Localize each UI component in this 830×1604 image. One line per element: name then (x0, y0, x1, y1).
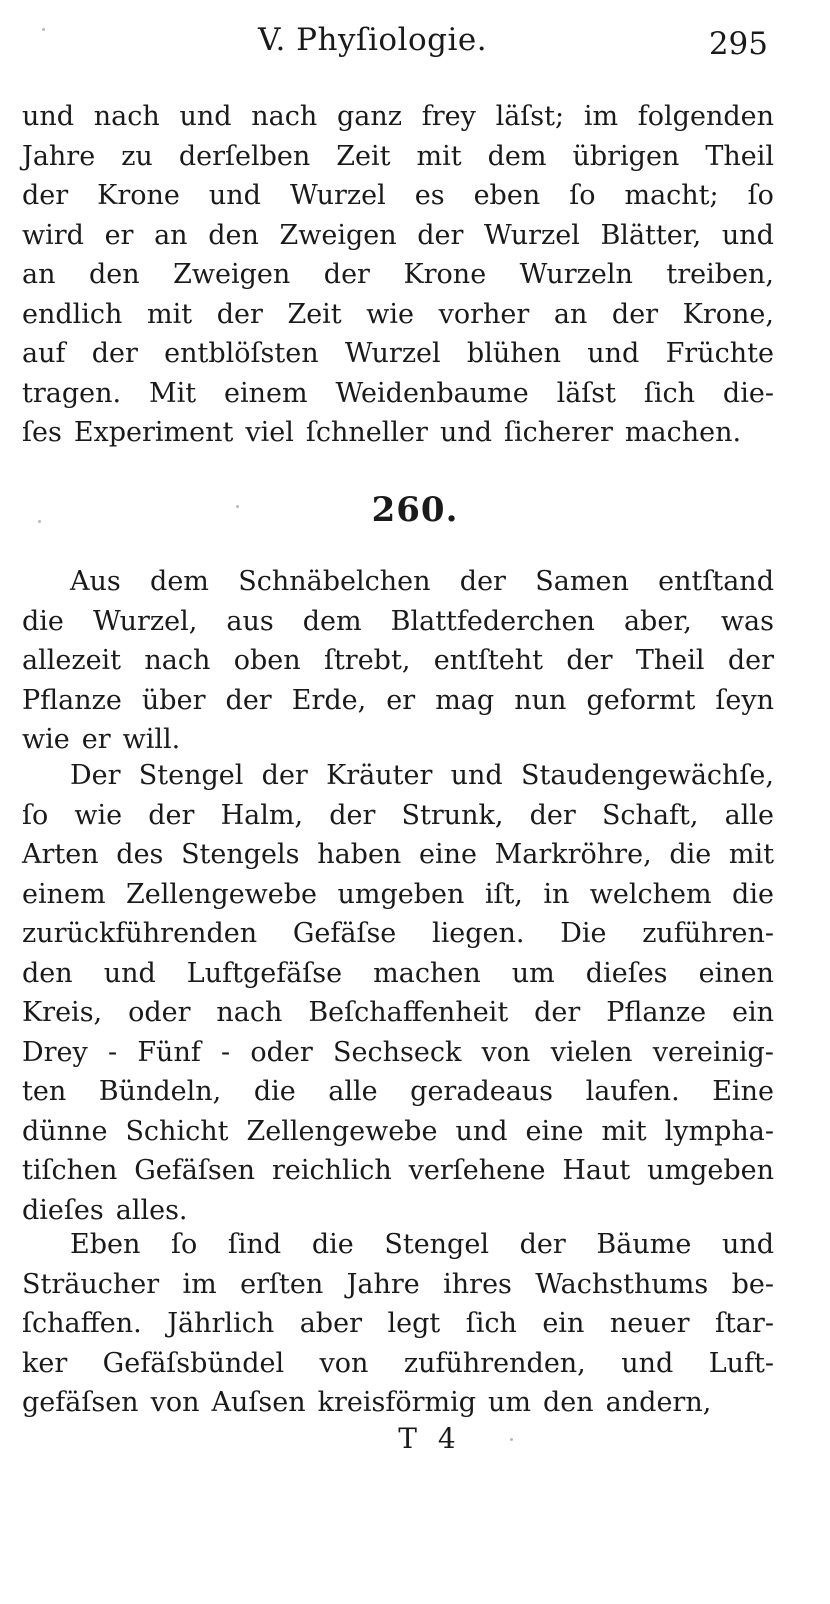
text-line: wie er will. (22, 724, 181, 755)
text-line: ſo wie der Halm, der Strunk, der Schaft, alle (22, 799, 774, 831)
page-header (0, 22, 830, 72)
paragraph-roots-and-shoots (22, 562, 774, 760)
text-line: Drey - Fünf - oder Sechseck von vielen vereinig- (22, 1036, 774, 1068)
text-line: Der Stengel der Kräuter und Staudengewächſe, (70, 760, 774, 791)
text-line: ker Gefäſsbündel von zuführenden, und Luft- (22, 1347, 774, 1379)
text-line: ten Bündeln, die alle geradeaus laufen. Eine (22, 1076, 774, 1107)
text-line: Aus dem Schnäbelchen der Samen entſtand (70, 566, 774, 597)
text-line: einem Zellengewebe umgeben iſt, in welchem die (22, 878, 774, 910)
text-line: Jahre zu derſelben Zeit mit dem übrigen Theil (22, 140, 774, 172)
text-line: zurückführenden Gefäſse liegen. Die zuführen- (22, 918, 774, 949)
paper-speck (38, 520, 41, 523)
text-line: Arten des Stengels haben eine Markröhre, die mit (22, 839, 774, 870)
text-line: Eben ſo ſind die Stengel der Bäume und (70, 1229, 774, 1260)
text-line: und nach und nach ganz frey läſst; im folgenden (22, 101, 774, 132)
text-line: tragen. Mit einem Weidenbaume läſst ſich die- (22, 377, 774, 409)
text-line: ſchaffen. Jährlich aber legt ſich ein neuer ſtar- (22, 1308, 774, 1339)
paper-speck (236, 505, 239, 508)
text-line: an den Zweigen der Krone Wurzeln treiben, (22, 259, 774, 290)
text-line: Kreis, oder nach Beſchaffenheit der Pflanze ein (22, 997, 774, 1028)
text-line: der Krone und Wurzel es eben ſo macht; ſo (22, 180, 774, 211)
paragraph-stem-structure (22, 756, 774, 1230)
text-line: endlich mit der Zeit wie vorher an der Krone, (22, 298, 774, 330)
paragraph-tree-stems (22, 1225, 774, 1423)
text-line: gefäſsen von Auſsen kreisförmig um den andern, (22, 1387, 712, 1418)
page-number: 295 (708, 26, 768, 62)
text-line: allezeit nach oben ſtrebt, entſteht der Theil der (22, 645, 774, 676)
text-line: wird er an den Zweigen der Wurzel Blätter, und (22, 219, 774, 251)
paragraph-continued (22, 97, 774, 453)
text-line: dünne Schicht Zellengewebe und eine mit lympha- (22, 1115, 774, 1147)
text-line: ſes Experiment viel ſchneller und ſicherer machen. (22, 417, 742, 448)
running-head: V. Phyſiologie. (258, 22, 488, 58)
section-number: 260. (371, 490, 459, 530)
signature-mark: T 4 (398, 1422, 462, 1455)
text-line: auf der entblöſsten Wurzel blühen und Früchte (22, 338, 774, 369)
paper-speck (42, 28, 45, 31)
text-line: Sträucher im erſten Jahre ihres Wachsthums be- (22, 1268, 774, 1300)
text-line: dieſes alles. (22, 1194, 188, 1226)
text-line: Pflanze über der Erde, er mag nun geformt ſeyn (22, 684, 774, 716)
text-line: den und Luftgefäſse machen um dieſes einen (22, 957, 774, 989)
text-line: die Wurzel, aus dem Blattfederchen aber, was (22, 605, 774, 637)
paper-speck (510, 1438, 513, 1441)
text-line: tiſchen Gefäſsen reichlich verſehene Haut umgeben (22, 1155, 774, 1186)
